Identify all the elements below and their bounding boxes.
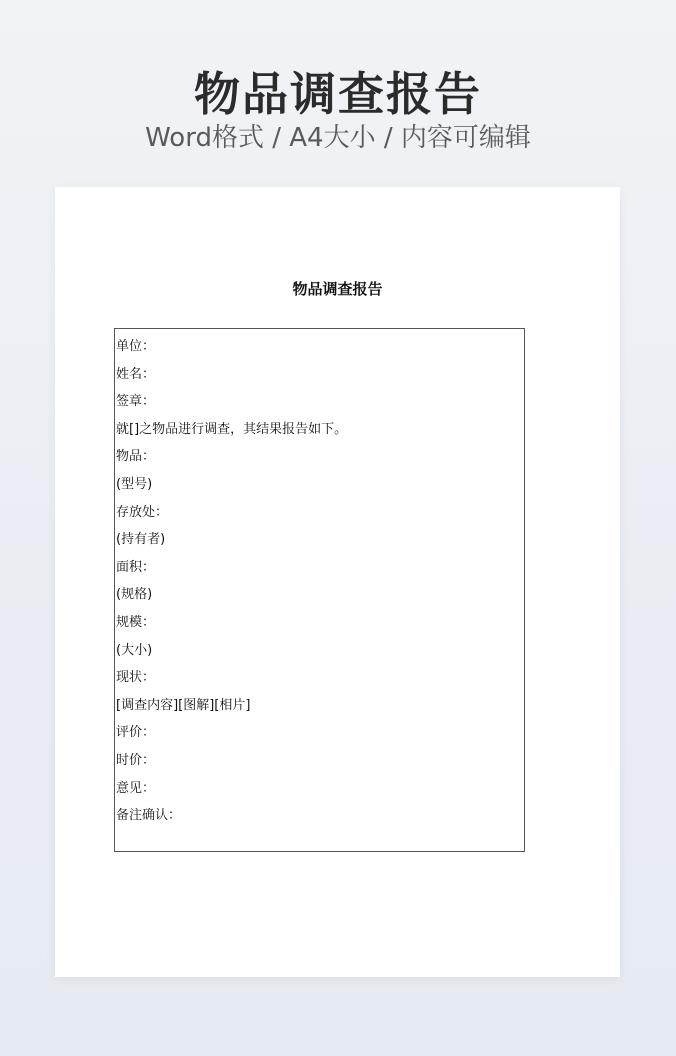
field-name: 姓名：	[116, 366, 156, 382]
field-holder: (持有者)	[116, 532, 166, 548]
field-item: 物品：	[116, 449, 156, 465]
hero-title: 物品调查报告	[194, 67, 482, 121]
field-status: 现状：	[116, 670, 156, 686]
field-storage-location: 存放处：	[116, 504, 169, 520]
field-evaluation: 评价：	[116, 725, 156, 741]
field-current-price: 时价：	[116, 752, 156, 768]
field-signature: 签章：	[116, 394, 156, 410]
field-opinion: 意见：	[116, 780, 156, 796]
field-model: (型号)	[116, 476, 153, 492]
field-survey-content: [调查内容][图解][相片]	[116, 697, 251, 713]
report-form-box	[114, 328, 525, 852]
field-unit: 单位：	[116, 339, 156, 354]
field-scale: 规模：	[116, 614, 156, 630]
field-remarks-confirmation: 备注确认：	[116, 808, 182, 824]
report-intro-line: 就[]之物品进行调查，其结果报告如下。	[116, 421, 348, 437]
field-size: (大小)	[116, 642, 153, 658]
field-area: 面积：	[116, 559, 156, 575]
document-page	[55, 187, 620, 977]
field-specification: (规格)	[116, 587, 153, 603]
document-title: 物品调查报告	[292, 280, 383, 298]
hero-subtitle: Word格式 / A4大小 / 内容可编辑	[145, 123, 531, 153]
form-lines	[116, 336, 347, 833]
